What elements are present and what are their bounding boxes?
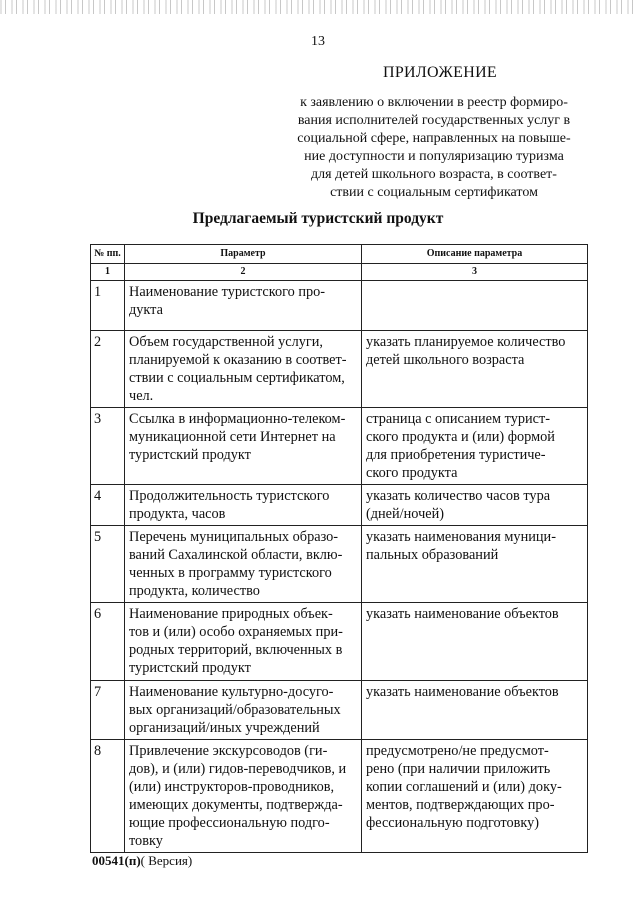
header-description: Описание параметра (362, 245, 588, 264)
row-parameter (125, 408, 362, 485)
parameter-line: муникационной сети Интернет на (129, 429, 336, 445)
description-line: ментов, подтверждающих про- (366, 797, 555, 813)
parameter-line: Наименование природных объек- (129, 606, 333, 622)
table-header-row (91, 245, 588, 264)
parameter-line: Ссылка в информационно-телеком- (129, 411, 346, 427)
row-number: 4 (91, 485, 125, 526)
parameter-line: Наименование туристского про- (129, 284, 326, 300)
row-description (362, 408, 588, 485)
row-number: 6 (91, 603, 125, 681)
description-line: указать количество часов тура (366, 488, 551, 504)
appendix-reference-line: социальной сфере, направленных на повыше- (297, 131, 571, 146)
description-line: пальных образований (366, 547, 499, 563)
row-description (362, 526, 588, 603)
description-line: рено (при наличии приложить (366, 761, 551, 777)
parameter-line: туристский продукт (129, 660, 251, 676)
parameter-line: (или) инструкторов-проводников, (129, 779, 335, 795)
table-row (91, 408, 588, 485)
description-line: копии соглашений и (или) доку- (366, 779, 562, 795)
table-row (91, 740, 588, 853)
row-description (362, 603, 588, 681)
row-description (362, 485, 588, 526)
parameter-line: ющие профессиональную подго- (129, 815, 330, 831)
appendix-reference-line: ние доступности и популяризацию туризма (304, 149, 564, 164)
appendix-reference (276, 94, 592, 202)
parameter-line: организаций/иных учреждений (129, 720, 320, 736)
description-line: указать наименования муници- (366, 529, 556, 545)
row-parameter (125, 485, 362, 526)
appendix-reference-line: вания исполнителей государственных услуг в (297, 113, 571, 128)
row-parameter (125, 603, 362, 681)
row-parameter (125, 740, 362, 853)
description-line: указать наименование объектов (366, 606, 559, 622)
page-number: 13 (311, 34, 325, 49)
parameter-line: планируемой к оказанию в соответ- (129, 352, 347, 368)
row-number: 8 (91, 740, 125, 853)
parameter-line: тов и (или) особо охраняемых при- (129, 624, 343, 640)
header-parameter: Параметр (125, 245, 362, 264)
row-number: 2 (91, 331, 125, 408)
product-table (90, 244, 588, 853)
table-row (91, 603, 588, 681)
column-number: 1 (91, 264, 125, 281)
column-number: 3 (362, 264, 588, 281)
parameter-line: дов), и (или) гидов-переводчиков, и (129, 761, 347, 777)
header-number: № пп. (91, 245, 125, 264)
parameter-line: туристский продукт (129, 447, 251, 463)
parameter-line: имеющих документы, подтвержда- (129, 797, 343, 813)
row-parameter (125, 526, 362, 603)
appendix-reference-line: для детей школьного возраста, в соответ- (311, 167, 557, 182)
parameter-line: Привлечение экскурсоводов (ги- (129, 743, 328, 759)
column-number: 2 (125, 264, 362, 281)
document-code: 00541(п) (92, 853, 141, 868)
parameter-line: товку (129, 833, 163, 849)
row-number: 1 (91, 281, 125, 331)
row-parameter (125, 331, 362, 408)
description-line: предусмотрено/не предусмот- (366, 743, 549, 759)
description-line: для приобретения туристиче- (366, 447, 546, 463)
parameter-line: родных территорий, включенных в (129, 642, 343, 658)
description-line: указать наименование объектов (366, 684, 559, 700)
parameter-line: вых организаций/образовательных (129, 702, 341, 718)
row-parameter (125, 681, 362, 740)
appendix-title: ПРИЛОЖЕНИЕ (383, 64, 498, 81)
description-line: (дней/ночей) (366, 506, 445, 522)
description-line: ского продукта и (или) формой (366, 429, 555, 445)
parameter-line: Продолжительность туристского (129, 488, 330, 504)
document-footer (92, 853, 192, 869)
table-row (91, 281, 588, 331)
parameter-line: ствии с социальным сертификатом, (129, 370, 345, 386)
row-number: 3 (91, 408, 125, 485)
description-line: страница с описанием турист- (366, 411, 551, 427)
description-line: фессиональную подготовку) (366, 815, 540, 831)
table-title: Предлагаемый туристский продукт (192, 210, 444, 227)
scan-noise-strip (0, 0, 636, 14)
row-description (362, 331, 588, 408)
appendix-reference-line: ствии с социальным сертификатом (330, 185, 538, 200)
parameter-line: Наименование культурно-досуго- (129, 684, 334, 700)
row-description (362, 281, 588, 331)
parameter-line: Объем государственной услуги, (129, 334, 323, 350)
parameter-line: продукта, часов (129, 506, 226, 522)
row-parameter (125, 281, 362, 331)
parameter-line: Перечень муниципальных образо- (129, 529, 339, 545)
table-row (91, 526, 588, 603)
document-version: ( Версия) (140, 853, 193, 868)
description-line: указать планируемое количество (366, 334, 566, 350)
parameter-line: дукта (129, 302, 163, 318)
description-line: детей школьного возраста (366, 352, 525, 368)
row-description (362, 740, 588, 853)
table-row (91, 681, 588, 740)
appendix-reference-line: к заявлению о включении в реестр формиро- (300, 95, 568, 110)
parameter-line: ваний Сахалинской области, вклю- (129, 547, 343, 563)
description-line: ского продукта (366, 465, 458, 481)
row-number: 7 (91, 681, 125, 740)
parameter-line: продукта, количество (129, 583, 260, 599)
column-number-row (91, 264, 588, 281)
row-description (362, 681, 588, 740)
row-number: 5 (91, 526, 125, 603)
parameter-line: ченных в программу туристского (129, 565, 332, 581)
parameter-line: чел. (129, 388, 154, 404)
table-row (91, 485, 588, 526)
table-row (91, 331, 588, 408)
